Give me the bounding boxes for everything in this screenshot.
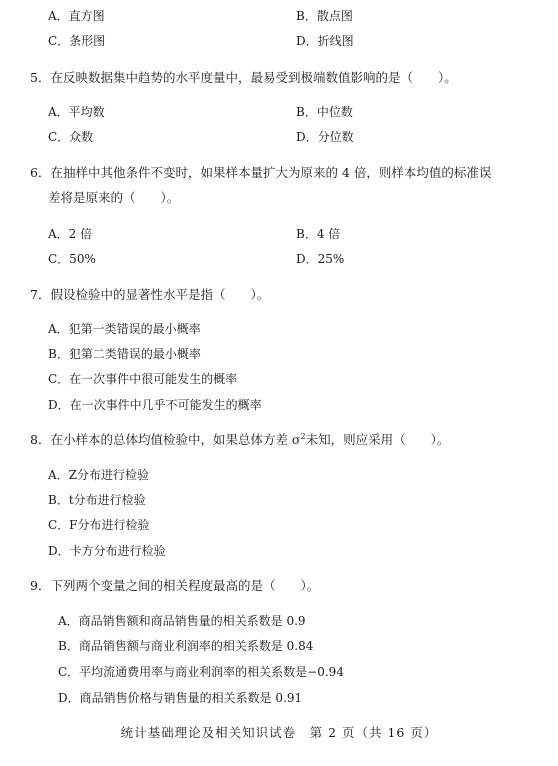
q4-option-b: B．散点图 xyxy=(296,9,353,23)
q6-option-a: A．2 倍 xyxy=(48,227,93,241)
q5-option-a: A．平均数 xyxy=(48,105,105,119)
q7-option-a: A．犯第一类错误的最小概率 xyxy=(48,322,201,336)
q8-option-c: C．F分布进行检验 xyxy=(48,518,150,532)
q9-option-d: D．商品销售价格与销售量的相关系数是 0.91 xyxy=(58,691,303,705)
q9-option-c: C．平均流通费用率与商业利润率的相关系数是−0.94 xyxy=(58,665,344,679)
q6-option-c: C．50% xyxy=(48,252,96,266)
q6-option-b: B．4 倍 xyxy=(296,227,341,241)
q9-stem: 9．下列两个变量之间的相关程度最高的是（ ）。 xyxy=(30,578,320,593)
q6-stem-line1: 6．在抽样中其他条件不变时，如果样本量扩大为原来的 4 倍，则样本均值的标准误 xyxy=(30,165,492,180)
q9-option-a: A．商品销售额和商品销售量的相关系数是 0.9 xyxy=(58,614,306,628)
q4-option-a: A．直方图 xyxy=(48,9,105,23)
q8-stem-superscript: 2 xyxy=(300,431,306,441)
q4-option-c: C．条形图 xyxy=(48,34,106,48)
q5-stem: 5．在反映数据集中趋势的水平度量中，最易受到极端数值影响的是（ ）。 xyxy=(30,70,457,85)
q5-option-b: B．中位数 xyxy=(296,105,353,119)
q7-option-d: D．在一次事件中几乎不可能发生的概率 xyxy=(48,398,262,412)
q8-option-a: A．Z分布进行检验 xyxy=(48,468,150,482)
q5-option-d: D．分位数 xyxy=(296,130,354,144)
q6-option-d: D．25% xyxy=(296,252,345,266)
q9-option-b: B．商品销售额与商业利润率的相关系数是 0.84 xyxy=(58,639,314,653)
q7-stem: 7．假设检验中的显著性水平是指（ ）。 xyxy=(30,287,270,302)
page-footer: 统计基础理论及相关知识试卷 第 2 页（共 16 页） xyxy=(120,725,438,740)
q8-stem xyxy=(30,432,449,448)
q7-option-c: C．在一次事件中很可能发生的概率 xyxy=(48,372,238,386)
q7-option-b: B．犯第二类错误的最小概率 xyxy=(48,347,201,361)
q8-option-b: B．t分布进行检验 xyxy=(48,493,146,507)
q8-stem-post: 未知，则应采用（ ）。 xyxy=(305,432,450,447)
q8-option-d: D．卡方分布进行检验 xyxy=(48,544,166,558)
q8-stem-pre: 8．在小样本的总体均值检验中，如果总体方差 σ xyxy=(30,432,301,447)
q6-stem-line2: 差将是原来的（ ）。 xyxy=(48,190,180,205)
q4-option-d: D．折线图 xyxy=(296,34,354,48)
q5-option-c: C．众数 xyxy=(48,130,94,144)
